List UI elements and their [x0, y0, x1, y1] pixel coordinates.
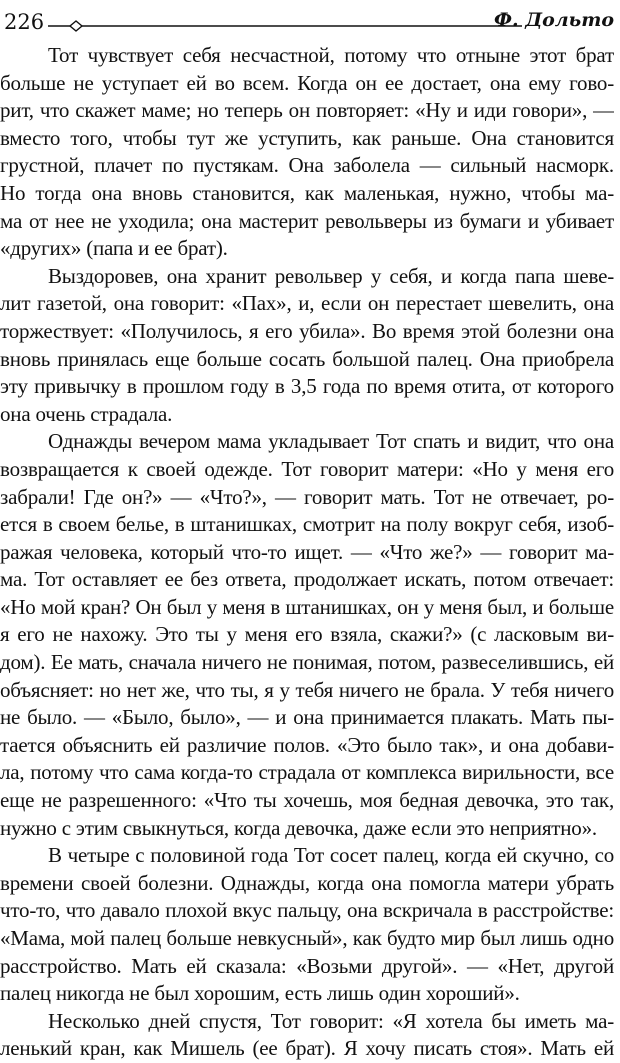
page-header — [4, 6, 614, 40]
text-line: возвращается к своей одежде. Тот говорит матери: «Но у меня его — [0, 456, 614, 481]
text-line: что-то, что давало плохой вкус пальцу, она вскричала в расстройстве: — [0, 898, 614, 923]
text-line: не было. — «Было, было», — и она принимается плакать. Мать пы- — [0, 705, 614, 730]
text-line: Однажды вечером мама укладывает Тот спать и видит, что она — [48, 429, 614, 454]
page-number: 226 — [4, 10, 45, 34]
text-line: объясняет: но нет же, что ты, я у тебя ничего не брала. У тебя ничего — [0, 677, 614, 702]
text-line: «Но мой кран? Он был у меня в штанишках, он у меня был, и больше — [0, 594, 614, 619]
text-line: Тот чувствует себя несчастной, потому что отныне этот брат — [48, 43, 614, 67]
text-line: дом). Ее мать, сначала ничего не понимая, потом, развеселившись, ей — [0, 650, 614, 675]
text-line: ется в своем белье, в штанишках, смотрит на полу вокруг себя, изоб- — [0, 512, 614, 537]
running-title: Ф. Дольто — [493, 9, 614, 31]
text-line: ла, потому что сама когда-то страдала от комплекса вирильности, все — [0, 760, 614, 785]
text-line: вместо того, чтобы тут же уступить, как раньше. Она становится — [0, 125, 614, 150]
text-line: больше не уступает ей во всем. Когда он ее достает, она ему гово- — [0, 70, 614, 95]
text-line: я его не нахожу. Это ты у меня его взяла, скажи?» (с ласковым ви- — [0, 622, 614, 647]
text-line: нужно с этим свыкнуться, когда девочка, даже если это неприятно». — [0, 815, 597, 840]
text-line: Но тогда она вновь становится, как маленькая, нужно, чтобы ма- — [0, 180, 614, 205]
text-line: Выздоровев, она хранит револьвер у себя, и когда папа шеве- — [48, 263, 614, 288]
text-line: «других» (папа и ее брат). — [0, 236, 228, 261]
text-line: лит газетой, она говорит: «Пах», и, если он перестает шевелить, она — [0, 291, 614, 316]
text-line: еще не разрешенного: «Что ты хочешь, моя бедная девочка, это так, — [0, 788, 614, 813]
text-line: палец никогда не был хорошим, есть лишь один хороший». — [0, 981, 520, 1006]
text-line: вновь принялась еще больше сосать большой палец. Она приобрела — [0, 346, 614, 371]
text-line: эту привычку в прошлом году в 3,5 года по время отита, от которого — [0, 374, 614, 399]
header-rule-ornament — [48, 16, 522, 36]
text-line: В четыре с половиной года Тот сосет палец, когда ей скучно, со — [48, 843, 614, 868]
text-line: Несколько дней спустя, Тот говорит: «Я хотела бы иметь ма- — [48, 1008, 614, 1033]
text-line: расстройство. Мать ей сказала: «Возьми другой». — «Нет, другой — [0, 953, 614, 978]
text-line: тается объяснить ей различие полов. «Это было так», и она добави- — [0, 732, 614, 757]
text-line: «Мама, мой палец больше невкусный», как будто мир был лишь одно — [0, 926, 614, 950]
text-line: рит, что скажет маме; но теперь он повторяет: «Ну и иди говори», — — [0, 98, 614, 123]
text-line: времени своей болезни. Однажды, когда она помогла матери убрать — [0, 870, 614, 895]
text-line: ленький кран, как Мишель (ее брат). Я хочу писать стоя». Мать ей — [0, 1036, 614, 1061]
text-line: торжествует: «Получилось, я его убила». Во время этой болезни она — [0, 318, 614, 343]
text-line: забрали! Где он?» — «Что?», — говорит мать. Тот не отвечает, ро- — [0, 484, 614, 509]
text-line: ма. Тот оставляет ее без ответа, продолжает искать, потом отвечает: — [0, 567, 614, 592]
text-line: ражая человека, который что-то ищет. — «Что же?» — говорит ма- — [0, 539, 614, 564]
text-line: она очень страдала. — [0, 401, 173, 426]
body-text — [0, 42, 614, 1063]
text-line: ма от нее не уходила; она мастерит револьверы из бумаги и убивает — [0, 208, 614, 233]
text-line: грустной, плачет по пустякам. Она заболела — сильный насморк. — [0, 153, 614, 178]
